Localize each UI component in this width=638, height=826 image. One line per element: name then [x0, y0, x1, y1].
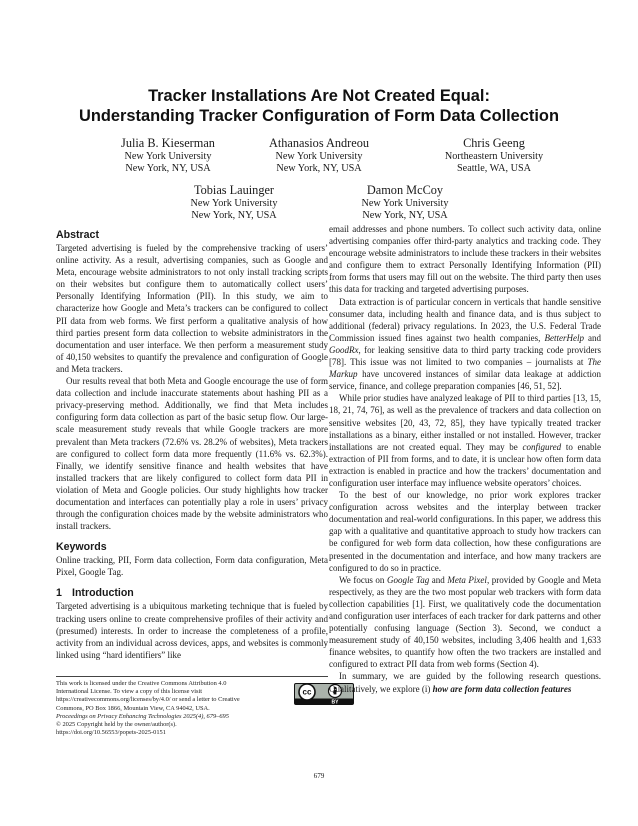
- author-location: Seattle, WA, USA: [457, 163, 531, 175]
- abstract-heading: Abstract: [56, 229, 99, 241]
- author-block: [409, 136, 579, 176]
- author-affiliation: New York University: [124, 151, 212, 162]
- abstract-paragraph: Targeted advertising is fueled by the comprehensive tracking of users’ online activity. As a result, advertising companies, such as Google and Meta, encourage website administrators to not only install tracking scripts on their websites but configure them to automatically collect users’ Personally Identifying Information (PII). In this study, we aim to characterize how Google and Meta’s trackers can be configured to collect PII data from web forms. We first perform a qualitative analysis of how third parties present form data collection to website administrators in the documentation and user interface. We then perform a measurement study of 40,150 websites to quantify the prevalence and configuration of Google and Meta trackers.: [56, 243, 328, 374]
- section-number: 1: [56, 587, 62, 600]
- author-location: New York, NY, USA: [362, 210, 448, 222]
- author-location: New York, NY, USA: [276, 163, 362, 175]
- paper-title: [30, 86, 608, 126]
- left-column: [56, 229, 328, 661]
- intro-paragraph: While prior studies have analyzed leakage of PII to third parties [13, 15, 18, 21, 74, 76], as well as the prevalence of trackers and data collection on sensitive websites [20, 43, 72, 85], they have typically treated tracker installations as a binary, either installed or not installed. However, tracker installations are not created equal. They may be configured to enable extraction of PII from forms, and to date, it is unclear how often form data extraction is enabled in practice and how the trackers’ documentation and configuration user interface may influence website operators’ choices.: [329, 393, 601, 488]
- author-name: Damon McCoy: [366, 183, 444, 197]
- intro-heading: [56, 587, 328, 600]
- page-number: 679: [313, 772, 325, 780]
- author-block: [320, 183, 490, 223]
- abstract-paragraph: Our results reveal that both Meta and Google encourage the use of form data collection and include inaccurate statements about hashing PII as a privacy-preserving method. Additionally, we find that Meta includes configuring form data collection as part of the basic setup flow. Our large-scale measurement study reveals that while Google trackers are more prevalent than Meta trackers (72.6% vs. 28.2% of websites), Meta trackers are configured to collect form data more frequently (11.6% vs. 62.3%). Finally, we identify sensitive finance and health websites that have installed trackers that are likely configured to collect form data PII in violation of Meta and Google policies. Our study highlights how tracker documentation and interfaces can potentially play a role in users’ privacy through the configuration choices made by the website administrators who install trackers.: [56, 376, 328, 532]
- intro-paragraph: In summary, we are guided by the following research questions. Qualitatively, we explore (i) how are form data collection features: [329, 671, 601, 694]
- author-affiliation: Northeastern University: [444, 151, 544, 162]
- doi-link[interactable]: https://doi.org/10.56553/popets-2025-0151: [56, 729, 166, 737]
- author-location: New York, NY, USA: [191, 210, 277, 222]
- title-line-2: Understanding Tracker Configuration of Form Data Collection: [79, 107, 559, 125]
- cc-icon-label: cc: [302, 687, 312, 697]
- proceedings-citation: Proceedings on Privacy Enhancing Technologies 2025(4), 679–695: [56, 712, 229, 720]
- intro-paragraph: We focus on Google Tag and Meta Pixel, provided by Google and Meta respectively, as they are the two most popular web trackers with form data collection capabilities [1]. First, we qualitatively code the documentation and configuration user interfaces of each tracker for dark patterns and other potentially confusing language (Section 3). Second, we conduct a measurement study of 40,150 websites, including 3,406 health and 1,633 finance websites, to quantify how often the two trackers are installed and configured to extract PII data from web forms (Section 4).: [329, 574, 602, 670]
- author-name: Chris Geeng: [463, 136, 525, 150]
- author-affiliation: New York University: [190, 198, 278, 209]
- author-name: Athanasios Andreou: [268, 136, 370, 150]
- author-name: Julia B. Kieserman: [121, 136, 215, 150]
- intro-paragraph: email addresses and phone numbers. To collect such activity data, online advertising companies offer third-party analytics and tracking code. They encourage website administrators to include these trackers in their websites and configure them to extract Personally Identifying Information (PII) from forms that users may fill out on the website. The third party then uses this data for tracking and targeted advertising purposes.: [329, 224, 601, 295]
- license-footer: [56, 676, 339, 737]
- title-line-1: Tracker Installations Are Not Created Equal:: [148, 87, 490, 105]
- author-affiliation: New York University: [275, 151, 363, 162]
- author-block: [149, 183, 319, 223]
- section-title: Introduction: [72, 587, 134, 600]
- license-text: This work is licensed under the Creative Commons Attribution 4.0 International License. To view a copy of this license visit https://creativecommons.org/licenses/by/4.0/ or send a letter to Creative Commons, PO Box 1866, Mountain View, CA 94042, USA.: [56, 680, 240, 712]
- author-affiliation: New York University: [361, 198, 449, 209]
- author-location: New York, NY, USA: [125, 163, 211, 175]
- author-name: Tobias Lauinger: [193, 183, 275, 197]
- right-column: [329, 223, 601, 695]
- author-block: [234, 136, 404, 176]
- copyright-line: © 2025 Copyright held by the owner/author(s).: [56, 721, 177, 729]
- intro-paragraph: Targeted advertising is a ubiquitous marketing technique that is fueled by tracking users online to create comprehensive profiles of their activity and (presumed) interests. In order to increase the completeness of a profile, activity from an individual across devices, apps, and websites is commonly linked using “hard identifiers” like: [56, 601, 328, 660]
- author-block: [83, 136, 253, 176]
- intro-paragraph: Data extraction is of particular concern in verticals that handle sensitive consumer data, including health and finance data, and is thus subject to additional (federal) privacy regulations. In 2023, the U.S. Federal Trade Commission issued fines against two health companies, BetterHelp and GoodRx, for leaking sensitive data to third party tracking code providers [78]. This issue was not limited to two companies – journalists at The Markup have uncovered instances of similar data leakage at addiction service, finance, and college preparation companies [46, 51, 52].: [329, 296, 601, 392]
- keywords-text: Online tracking, PII, Form data collection, Form data configuration, Meta Pixel, Google Tag.: [56, 555, 328, 578]
- by-label: BY: [331, 699, 339, 705]
- intro-paragraph: To the best of our knowledge, no prior work explores tracker configuration across websites and the interplay between tracker documentation and real-world configurations. In this paper, we address this gap with a qualitative and quantitative approach to study how trackers can be configured for web form data collection, how these configurations are presented in the documentation and interface, and how many trackers are configured to do so in practice.: [329, 490, 601, 573]
- keywords-heading: Keywords: [56, 541, 107, 554]
